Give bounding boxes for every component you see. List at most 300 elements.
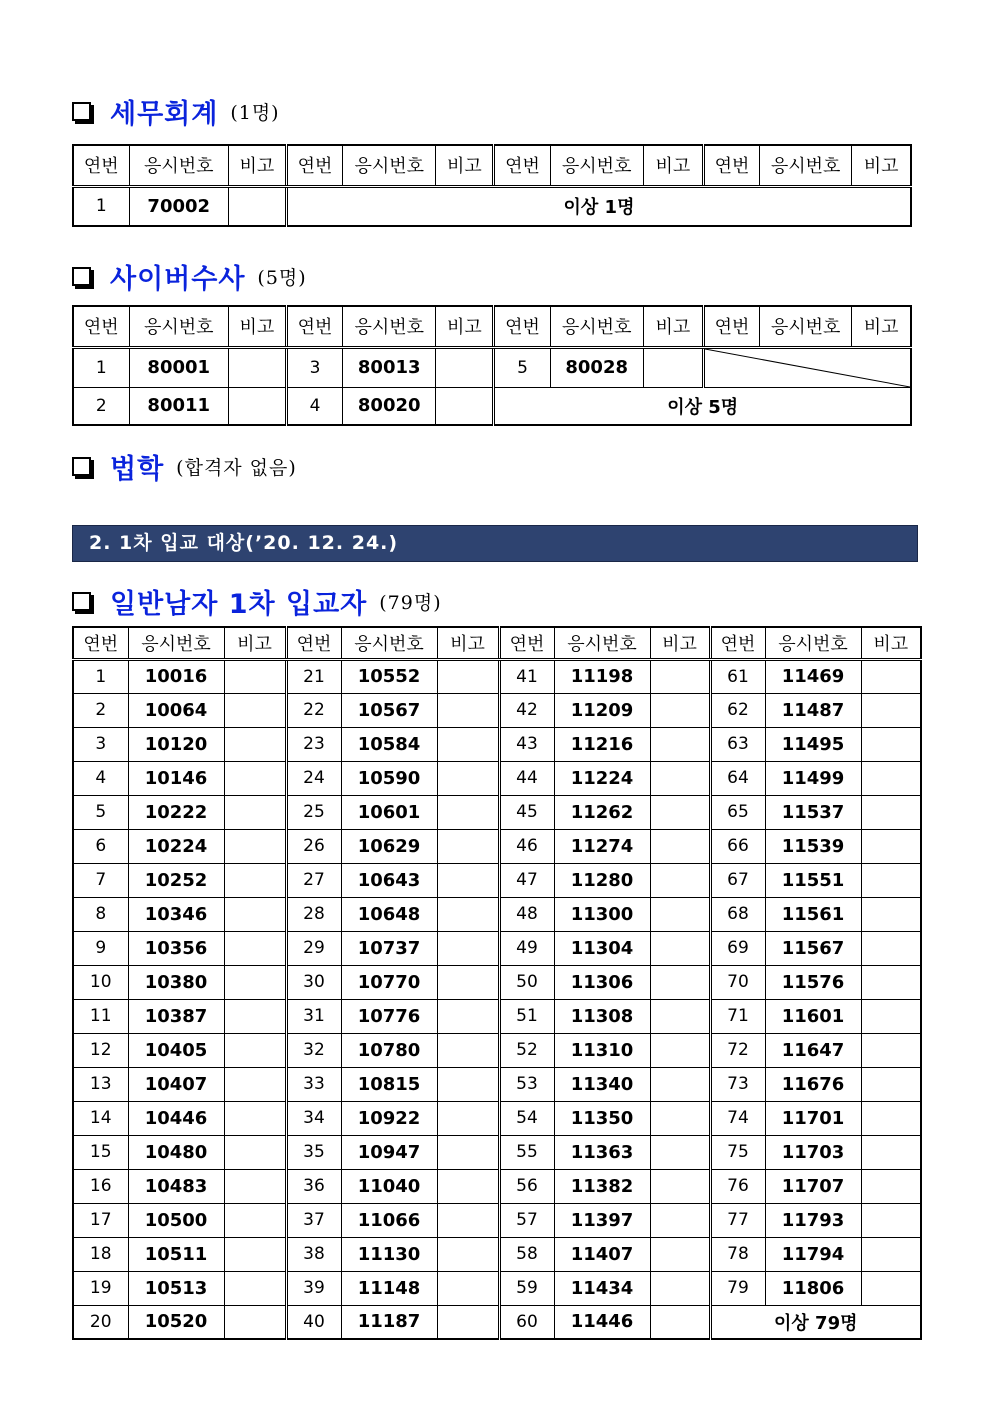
row-number: 31 bbox=[286, 999, 341, 1033]
note-cell bbox=[437, 1067, 499, 1101]
exam-number: 10922 bbox=[341, 1101, 437, 1135]
note-cell bbox=[437, 965, 499, 999]
empty-diagonal-cell bbox=[703, 347, 911, 387]
note-cell bbox=[861, 1271, 921, 1305]
note-cell bbox=[437, 1101, 499, 1135]
note-cell bbox=[437, 1203, 499, 1237]
exam-number: 11300 bbox=[554, 897, 650, 931]
note-cell bbox=[650, 1101, 710, 1135]
header-number: 연번 bbox=[286, 627, 341, 659]
note-cell bbox=[861, 1237, 921, 1271]
checkbox-square-icon bbox=[72, 457, 91, 476]
exam-number: 11262 bbox=[554, 795, 650, 829]
note-cell bbox=[861, 1033, 921, 1067]
note-cell bbox=[650, 1169, 710, 1203]
table-header-row bbox=[73, 145, 911, 186]
note-cell bbox=[861, 795, 921, 829]
row-number: 41 bbox=[499, 659, 554, 693]
row-number: 22 bbox=[286, 693, 341, 727]
header-number: 연번 bbox=[494, 145, 550, 186]
exam-number: 10387 bbox=[128, 999, 224, 1033]
exam-number: 11647 bbox=[765, 1033, 861, 1067]
row-number: 63 bbox=[710, 727, 765, 761]
note-cell bbox=[228, 186, 286, 226]
diagonal-line bbox=[705, 349, 910, 387]
exam-number: 11130 bbox=[341, 1237, 437, 1271]
note-cell bbox=[437, 863, 499, 897]
row-number: 38 bbox=[286, 1237, 341, 1271]
note-cell bbox=[437, 761, 499, 795]
header-exam-number: 응시번호 bbox=[550, 306, 643, 347]
exam-number: 10222 bbox=[128, 795, 224, 829]
header-number: 연번 bbox=[710, 627, 765, 659]
section-title: 법학 bbox=[110, 454, 165, 485]
note-cell bbox=[650, 795, 710, 829]
table-row bbox=[73, 1237, 921, 1271]
row-number: 61 bbox=[710, 659, 765, 693]
exam-number: 11148 bbox=[341, 1271, 437, 1305]
exam-number: 10356 bbox=[128, 931, 224, 965]
header-number: 연번 bbox=[73, 627, 128, 659]
section-title: 사이버수사 bbox=[110, 264, 246, 295]
row-number: 1 bbox=[73, 659, 128, 693]
exam-number: 80011 bbox=[129, 387, 228, 425]
note-cell bbox=[650, 965, 710, 999]
section-heading-male bbox=[72, 582, 442, 621]
note-cell bbox=[224, 1305, 286, 1339]
exam-number: 10146 bbox=[128, 761, 224, 795]
note-cell bbox=[861, 863, 921, 897]
row-number: 15 bbox=[73, 1135, 128, 1169]
row-number: 58 bbox=[499, 1237, 554, 1271]
row-number: 1 bbox=[73, 186, 129, 226]
note-cell bbox=[224, 1237, 286, 1271]
row-number: 67 bbox=[710, 863, 765, 897]
row-number: 30 bbox=[286, 965, 341, 999]
exam-number: 10346 bbox=[128, 897, 224, 931]
note-cell bbox=[861, 1169, 921, 1203]
note-cell bbox=[224, 1169, 286, 1203]
table-row bbox=[73, 693, 921, 727]
summary-total: 이상 5명 bbox=[494, 387, 911, 425]
exam-number: 11537 bbox=[765, 795, 861, 829]
exam-number: 11561 bbox=[765, 897, 861, 931]
row-number: 11 bbox=[73, 999, 128, 1033]
exam-number: 10629 bbox=[341, 829, 437, 863]
row-number: 7 bbox=[73, 863, 128, 897]
row-number: 36 bbox=[286, 1169, 341, 1203]
header-exam-number: 응시번호 bbox=[129, 306, 228, 347]
row-number: 66 bbox=[710, 829, 765, 863]
row-number: 64 bbox=[710, 761, 765, 795]
summary-total: 이상 79명 bbox=[710, 1305, 921, 1339]
exam-number: 10584 bbox=[341, 727, 437, 761]
row-number: 2 bbox=[73, 387, 129, 425]
note-cell bbox=[224, 863, 286, 897]
note-cell bbox=[861, 1067, 921, 1101]
table-row bbox=[73, 347, 911, 387]
exam-number: 11707 bbox=[765, 1169, 861, 1203]
row-number: 65 bbox=[710, 795, 765, 829]
row-number: 23 bbox=[286, 727, 341, 761]
section-title: 세무회계 bbox=[110, 99, 219, 130]
row-number: 78 bbox=[710, 1237, 765, 1271]
table-row bbox=[73, 659, 921, 693]
exam-number: 10770 bbox=[341, 965, 437, 999]
table-row bbox=[73, 1203, 921, 1237]
exam-number: 10947 bbox=[341, 1135, 437, 1169]
exam-number: 10483 bbox=[128, 1169, 224, 1203]
header-exam-number: 응시번호 bbox=[760, 306, 852, 347]
exam-number: 10520 bbox=[128, 1305, 224, 1339]
exam-number: 10405 bbox=[128, 1033, 224, 1067]
row-number: 12 bbox=[73, 1033, 128, 1067]
exam-number: 11280 bbox=[554, 863, 650, 897]
note-cell bbox=[224, 965, 286, 999]
row-number: 51 bbox=[499, 999, 554, 1033]
note-cell bbox=[650, 897, 710, 931]
summary-total: 이상 1명 bbox=[286, 186, 911, 226]
row-number: 60 bbox=[499, 1305, 554, 1339]
header-note: 비고 bbox=[861, 627, 921, 659]
note-cell bbox=[650, 863, 710, 897]
table-row bbox=[73, 1067, 921, 1101]
header-note: 비고 bbox=[852, 306, 911, 347]
row-number: 5 bbox=[494, 347, 550, 387]
table-row bbox=[73, 863, 921, 897]
row-number: 16 bbox=[73, 1169, 128, 1203]
header-exam-number: 응시번호 bbox=[760, 145, 852, 186]
note-cell bbox=[224, 761, 286, 795]
row-number: 28 bbox=[286, 897, 341, 931]
row-number: 54 bbox=[499, 1101, 554, 1135]
table-cyber bbox=[72, 305, 912, 426]
section-title: 일반남자 1차 입교자 bbox=[110, 589, 368, 620]
exam-number: 10224 bbox=[128, 829, 224, 863]
exam-number: 10815 bbox=[341, 1067, 437, 1101]
row-number: 17 bbox=[73, 1203, 128, 1237]
exam-number: 11487 bbox=[765, 693, 861, 727]
exam-number: 10120 bbox=[128, 727, 224, 761]
header-note: 비고 bbox=[224, 627, 286, 659]
row-number: 26 bbox=[286, 829, 341, 863]
note-cell bbox=[224, 795, 286, 829]
header-note: 비고 bbox=[228, 306, 286, 347]
note-cell bbox=[650, 999, 710, 1033]
header-number: 연번 bbox=[286, 306, 342, 347]
exam-number: 80020 bbox=[343, 387, 436, 425]
section-count: (1명) bbox=[230, 102, 280, 124]
table-row bbox=[73, 1169, 921, 1203]
header-note: 비고 bbox=[852, 145, 911, 186]
table-row bbox=[73, 1271, 921, 1305]
exam-number: 11306 bbox=[554, 965, 650, 999]
table-row bbox=[73, 727, 921, 761]
row-number: 10 bbox=[73, 965, 128, 999]
row-number: 70 bbox=[710, 965, 765, 999]
header-number: 연번 bbox=[499, 627, 554, 659]
note-cell bbox=[650, 761, 710, 795]
row-number: 68 bbox=[710, 897, 765, 931]
exam-number: 80001 bbox=[129, 347, 228, 387]
exam-number: 11340 bbox=[554, 1067, 650, 1101]
table-tax bbox=[72, 144, 912, 227]
table-row bbox=[73, 795, 921, 829]
exam-number: 11806 bbox=[765, 1271, 861, 1305]
note-cell bbox=[437, 1169, 499, 1203]
exam-number: 10552 bbox=[341, 659, 437, 693]
note-cell bbox=[861, 897, 921, 931]
row-number: 6 bbox=[73, 829, 128, 863]
checkbox-square-icon bbox=[72, 592, 91, 611]
row-number: 13 bbox=[73, 1067, 128, 1101]
note-cell bbox=[436, 387, 494, 425]
exam-number: 10500 bbox=[128, 1203, 224, 1237]
row-number: 44 bbox=[499, 761, 554, 795]
exam-number: 11469 bbox=[765, 659, 861, 693]
exam-number: 11567 bbox=[765, 931, 861, 965]
note-cell bbox=[861, 965, 921, 999]
table-row bbox=[73, 965, 921, 999]
exam-number: 10776 bbox=[341, 999, 437, 1033]
note-cell bbox=[437, 999, 499, 1033]
exam-number: 10407 bbox=[128, 1067, 224, 1101]
row-number: 47 bbox=[499, 863, 554, 897]
row-number: 69 bbox=[710, 931, 765, 965]
exam-number: 11407 bbox=[554, 1237, 650, 1271]
note-cell bbox=[437, 1237, 499, 1271]
table-row bbox=[73, 999, 921, 1033]
exam-number: 10590 bbox=[341, 761, 437, 795]
section-count: (79명) bbox=[379, 592, 442, 614]
section-heading-law bbox=[72, 447, 297, 486]
header-number: 연번 bbox=[73, 145, 129, 186]
exam-number: 11551 bbox=[765, 863, 861, 897]
header-number: 연번 bbox=[286, 145, 342, 186]
row-number: 25 bbox=[286, 795, 341, 829]
header-number: 연번 bbox=[703, 145, 759, 186]
row-number: 71 bbox=[710, 999, 765, 1033]
row-number: 43 bbox=[499, 727, 554, 761]
note-cell bbox=[437, 1271, 499, 1305]
row-number: 77 bbox=[710, 1203, 765, 1237]
note-cell bbox=[224, 1135, 286, 1169]
note-cell bbox=[861, 931, 921, 965]
note-cell bbox=[861, 829, 921, 863]
section-heading-tax bbox=[72, 92, 280, 131]
exam-number: 11274 bbox=[554, 829, 650, 863]
exam-number: 11701 bbox=[765, 1101, 861, 1135]
row-number: 48 bbox=[499, 897, 554, 931]
exam-number: 10648 bbox=[341, 897, 437, 931]
checkbox-square-icon bbox=[72, 102, 91, 121]
note-cell bbox=[437, 693, 499, 727]
row-number: 32 bbox=[286, 1033, 341, 1067]
row-number: 3 bbox=[73, 727, 128, 761]
header-note: 비고 bbox=[436, 306, 494, 347]
note-cell bbox=[228, 347, 286, 387]
row-number: 45 bbox=[499, 795, 554, 829]
exam-number: 11539 bbox=[765, 829, 861, 863]
row-number: 2 bbox=[73, 693, 128, 727]
note-cell bbox=[228, 387, 286, 425]
table-row bbox=[73, 387, 911, 425]
header-note: 비고 bbox=[643, 145, 703, 186]
note-cell bbox=[437, 1305, 499, 1339]
header-number: 연번 bbox=[703, 306, 759, 347]
row-number: 33 bbox=[286, 1067, 341, 1101]
note-cell bbox=[650, 829, 710, 863]
checkbox-square-icon bbox=[72, 267, 91, 286]
row-number: 53 bbox=[499, 1067, 554, 1101]
exam-number: 10511 bbox=[128, 1237, 224, 1271]
note-cell bbox=[224, 727, 286, 761]
row-number: 8 bbox=[73, 897, 128, 931]
exam-number: 11198 bbox=[554, 659, 650, 693]
row-number: 74 bbox=[710, 1101, 765, 1135]
table-row bbox=[73, 931, 921, 965]
row-number: 79 bbox=[710, 1271, 765, 1305]
note-cell bbox=[224, 659, 286, 693]
note-cell bbox=[437, 1033, 499, 1067]
row-number: 4 bbox=[73, 761, 128, 795]
row-number: 40 bbox=[286, 1305, 341, 1339]
row-number: 29 bbox=[286, 931, 341, 965]
note-cell bbox=[650, 1237, 710, 1271]
row-number: 35 bbox=[286, 1135, 341, 1169]
exam-number: 10643 bbox=[341, 863, 437, 897]
note-cell bbox=[437, 931, 499, 965]
exam-number: 11434 bbox=[554, 1271, 650, 1305]
exam-number: 11350 bbox=[554, 1101, 650, 1135]
row-number: 73 bbox=[710, 1067, 765, 1101]
exam-number: 11397 bbox=[554, 1203, 650, 1237]
header-exam-number: 응시번호 bbox=[550, 145, 643, 186]
exam-number: 11040 bbox=[341, 1169, 437, 1203]
exam-number: 11224 bbox=[554, 761, 650, 795]
row-number: 27 bbox=[286, 863, 341, 897]
exam-number: 10567 bbox=[341, 693, 437, 727]
note-cell bbox=[437, 1135, 499, 1169]
note-cell bbox=[437, 795, 499, 829]
exam-number: 11601 bbox=[765, 999, 861, 1033]
row-number: 24 bbox=[286, 761, 341, 795]
exam-number: 11382 bbox=[554, 1169, 650, 1203]
row-number: 76 bbox=[710, 1169, 765, 1203]
row-number: 52 bbox=[499, 1033, 554, 1067]
exam-number: 80013 bbox=[343, 347, 436, 387]
note-cell bbox=[437, 897, 499, 931]
exam-number: 11676 bbox=[765, 1067, 861, 1101]
row-number: 42 bbox=[499, 693, 554, 727]
exam-number: 10601 bbox=[341, 795, 437, 829]
note-cell bbox=[861, 1101, 921, 1135]
exam-number: 10380 bbox=[128, 965, 224, 999]
table-row bbox=[73, 1101, 921, 1135]
note-cell bbox=[224, 829, 286, 863]
exam-number: 10737 bbox=[341, 931, 437, 965]
section-banner: 2. 1차 입교 대상(’20. 12. 24.) bbox=[72, 525, 918, 562]
row-number: 57 bbox=[499, 1203, 554, 1237]
row-number: 59 bbox=[499, 1271, 554, 1305]
note-cell bbox=[650, 1135, 710, 1169]
note-cell bbox=[650, 931, 710, 965]
note-cell bbox=[224, 1033, 286, 1067]
header-note: 비고 bbox=[437, 627, 499, 659]
header-exam-number: 응시번호 bbox=[129, 145, 228, 186]
header-exam-number: 응시번호 bbox=[554, 627, 650, 659]
header-note: 비고 bbox=[650, 627, 710, 659]
note-cell bbox=[650, 693, 710, 727]
header-note: 비고 bbox=[228, 145, 286, 186]
note-cell bbox=[224, 1101, 286, 1135]
row-number: 3 bbox=[286, 347, 342, 387]
note-cell bbox=[650, 1305, 710, 1339]
row-number: 21 bbox=[286, 659, 341, 693]
exam-number: 11703 bbox=[765, 1135, 861, 1169]
section-note: (합격자 없음) bbox=[176, 457, 297, 479]
table-row bbox=[73, 1033, 921, 1067]
exam-number: 10513 bbox=[128, 1271, 224, 1305]
note-cell bbox=[224, 931, 286, 965]
note-cell bbox=[224, 1271, 286, 1305]
header-exam-number: 응시번호 bbox=[341, 627, 437, 659]
table-row bbox=[73, 1135, 921, 1169]
table-row bbox=[73, 186, 911, 226]
note-cell bbox=[437, 727, 499, 761]
table-row bbox=[73, 761, 921, 795]
exam-number: 10016 bbox=[128, 659, 224, 693]
exam-number: 11794 bbox=[765, 1237, 861, 1271]
row-number: 1 bbox=[73, 347, 129, 387]
note-cell bbox=[650, 1271, 710, 1305]
note-cell bbox=[861, 1135, 921, 1169]
row-number: 4 bbox=[286, 387, 342, 425]
row-number: 75 bbox=[710, 1135, 765, 1169]
exam-number: 10446 bbox=[128, 1101, 224, 1135]
exam-number: 10780 bbox=[341, 1033, 437, 1067]
row-number: 14 bbox=[73, 1101, 128, 1135]
header-number: 연번 bbox=[494, 306, 550, 347]
exam-number: 10064 bbox=[128, 693, 224, 727]
row-number: 9 bbox=[73, 931, 128, 965]
exam-number: 10252 bbox=[128, 863, 224, 897]
row-number: 55 bbox=[499, 1135, 554, 1169]
header-note: 비고 bbox=[436, 145, 494, 186]
note-cell bbox=[643, 347, 703, 387]
note-cell bbox=[861, 659, 921, 693]
exam-number: 11499 bbox=[765, 761, 861, 795]
row-number: 46 bbox=[499, 829, 554, 863]
exam-number: 11363 bbox=[554, 1135, 650, 1169]
table-row bbox=[73, 1305, 921, 1339]
note-cell bbox=[861, 999, 921, 1033]
note-cell bbox=[224, 897, 286, 931]
table-header-row bbox=[73, 306, 911, 347]
header-note: 비고 bbox=[643, 306, 703, 347]
header-exam-number: 응시번호 bbox=[343, 306, 436, 347]
exam-number: 10480 bbox=[128, 1135, 224, 1169]
exam-number: 11308 bbox=[554, 999, 650, 1033]
exam-number: 11495 bbox=[765, 727, 861, 761]
exam-number: 11216 bbox=[554, 727, 650, 761]
exam-number: 11066 bbox=[341, 1203, 437, 1237]
row-number: 62 bbox=[710, 693, 765, 727]
row-number: 19 bbox=[73, 1271, 128, 1305]
exam-number: 70002 bbox=[129, 186, 228, 226]
note-cell bbox=[650, 659, 710, 693]
table-male bbox=[72, 626, 922, 1340]
